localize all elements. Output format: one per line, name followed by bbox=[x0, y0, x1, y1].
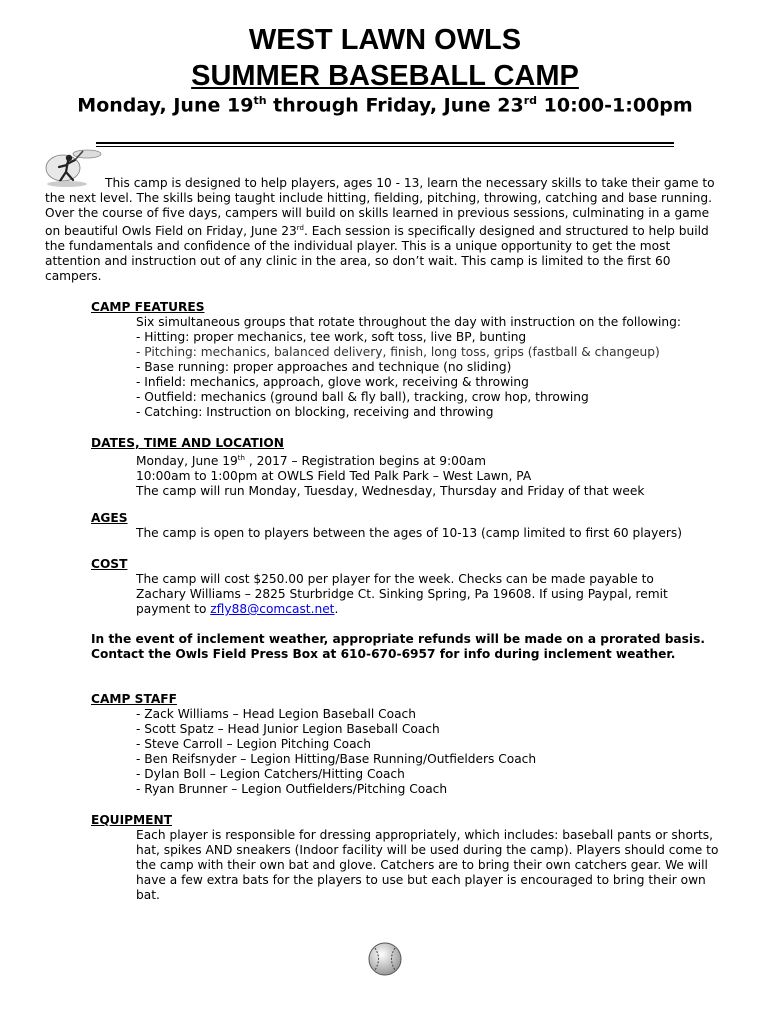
camp-staff-heading: CAMP STAFF bbox=[91, 692, 177, 706]
dates-sup-1: th bbox=[253, 94, 267, 107]
intro-part-2: . Each session is specifically designed and structured to help build the fundamentals and confidence of the individual player. This is a unique opportunity to get the most attention and instruction out of any clinic in the area, so don’t wait. This camp is limited to the first 60 campers. bbox=[45, 224, 709, 284]
staff-line: - Zack Williams – Head Legion Baseball Coach bbox=[136, 707, 416, 721]
camp-features-section bbox=[91, 300, 721, 420]
dates-line-1 bbox=[136, 451, 721, 469]
cost-section bbox=[91, 557, 721, 617]
cost-line-3 bbox=[136, 602, 721, 617]
cost-line-3-post: . bbox=[334, 602, 339, 616]
dates-line-3: The camp will run Monday, Tuesday, Wednesday, Thursday and Friday of that week bbox=[136, 484, 645, 499]
ages-text: The camp is open to players between the ages of 10-13 (camp limited to first 60 players) bbox=[136, 526, 682, 540]
dates-line-1-pre: Monday, June 19 bbox=[136, 454, 238, 469]
dates-mid: through Friday, June 23 bbox=[266, 94, 524, 117]
dates-line-1-sup: th bbox=[237, 454, 245, 462]
staff-line: - Ben Reifsnyder – Legion Hitting/Base Running/Outfielders Coach bbox=[136, 752, 537, 766]
divider-rule bbox=[96, 142, 674, 144]
title-line-1: WEST LAWN OWLS bbox=[248, 24, 522, 56]
dates-line-2: 10:00am to 1:00pm at OWLS Field Ted Palk Park – West Lawn, PA bbox=[136, 469, 532, 484]
staff-line: - Dylan Boll – Legion Catchers/Hitting Coach bbox=[136, 767, 405, 781]
feature-line: - Hitting: proper mechanics, tee work, soft toss, live BP, bunting bbox=[136, 330, 527, 344]
staff-line: - Ryan Brunner – Legion Outfielders/Pitching Coach bbox=[136, 782, 448, 796]
intro-paragraph bbox=[45, 176, 725, 284]
feature-line: - Infield: mechanics, approach, glove work, receiving & throwing bbox=[136, 375, 529, 389]
ages-section bbox=[91, 511, 721, 541]
dates-pre: Monday, June 19 bbox=[77, 94, 254, 117]
dates-line-1-post: , 2017 – Registration begins at 9:00am bbox=[244, 454, 486, 469]
camp-features-heading: CAMP FEATURES bbox=[91, 300, 205, 314]
equipment-heading: EQUIPMENT bbox=[91, 813, 173, 827]
cost-line-3-pre: payment to bbox=[136, 602, 211, 616]
intro-sup: rd bbox=[296, 224, 304, 232]
equipment-section bbox=[91, 813, 721, 903]
cost-line-2: Zachary Williams – 2825 Sturbridge Ct. Sinking Spring, Pa 19608. If using Paypal, remit bbox=[136, 587, 668, 601]
dates-post: 10:00-1:00pm bbox=[537, 94, 693, 117]
cost-line-1: The camp will cost $250.00 per player for the week. Checks can be made payable to bbox=[136, 572, 654, 586]
dates-heading: DATES, TIME AND LOCATION bbox=[91, 436, 284, 450]
ages-heading: AGES bbox=[91, 511, 128, 525]
camp-dates bbox=[0, 94, 770, 116]
staff-line: - Scott Spatz – Head Junior Legion Baseball Coach bbox=[136, 722, 440, 736]
feature-line: - Catching: Instruction on blocking, receiving and throwing bbox=[136, 405, 494, 419]
staff-line: - Steve Carroll – Legion Pitching Coach bbox=[136, 737, 371, 751]
baseball-icon bbox=[367, 941, 403, 977]
feature-line: - Base running: proper approaches and technique (no sliding) bbox=[136, 360, 512, 374]
cost-heading: COST bbox=[91, 557, 128, 571]
divider-rule-thin bbox=[96, 146, 674, 147]
dates-sup-2: rd bbox=[523, 94, 538, 107]
dates-section bbox=[91, 436, 721, 499]
email-link[interactable]: zfly88@comcast.net bbox=[210, 602, 335, 616]
equipment-text: Each player is responsible for dressing appropriately, which includes: baseball pants or shorts, hat, spikes AND sneakers (Indoor facility will be used during the camp). Players should come to the camp with their own bat and glove. Catchers are to bring their own catchers gear. We will have a few extra bats for the players to use but each player is encouraged to bring their own bat. bbox=[136, 828, 719, 902]
feature-line: - Pitching: mechanics, balanced delivery, finish, long toss, grips (fastball & changeup) bbox=[136, 345, 660, 359]
weather-notice: In the event of inclement weather, appropriate refunds will be made on a prorated basis. Contact the Owls Field Press Box at 610-670-6957 for info during inclement weather. bbox=[91, 632, 705, 661]
title-line-2: SUMMER BASEBALL CAMP bbox=[191, 60, 579, 92]
camp-staff-section bbox=[91, 692, 721, 797]
feature-line: - Outfield: mechanics (ground ball & fly ball), tracking, crow hop, throwing bbox=[136, 390, 589, 404]
intro-part-1: This camp is designed to help players, ages 10 - 13, learn the necessary skills to take their game to the next level. The skills being taught include hitting, fielding, pitching, throwing, catching and base running. Over the course of five days, campers will build on skills learned in previous sessions, culminating in a game on beautiful Owls Field on Friday, June 23 bbox=[45, 176, 715, 239]
feature-line: Six simultaneous groups that rotate throughout the day with instruction on the following: bbox=[136, 315, 681, 329]
